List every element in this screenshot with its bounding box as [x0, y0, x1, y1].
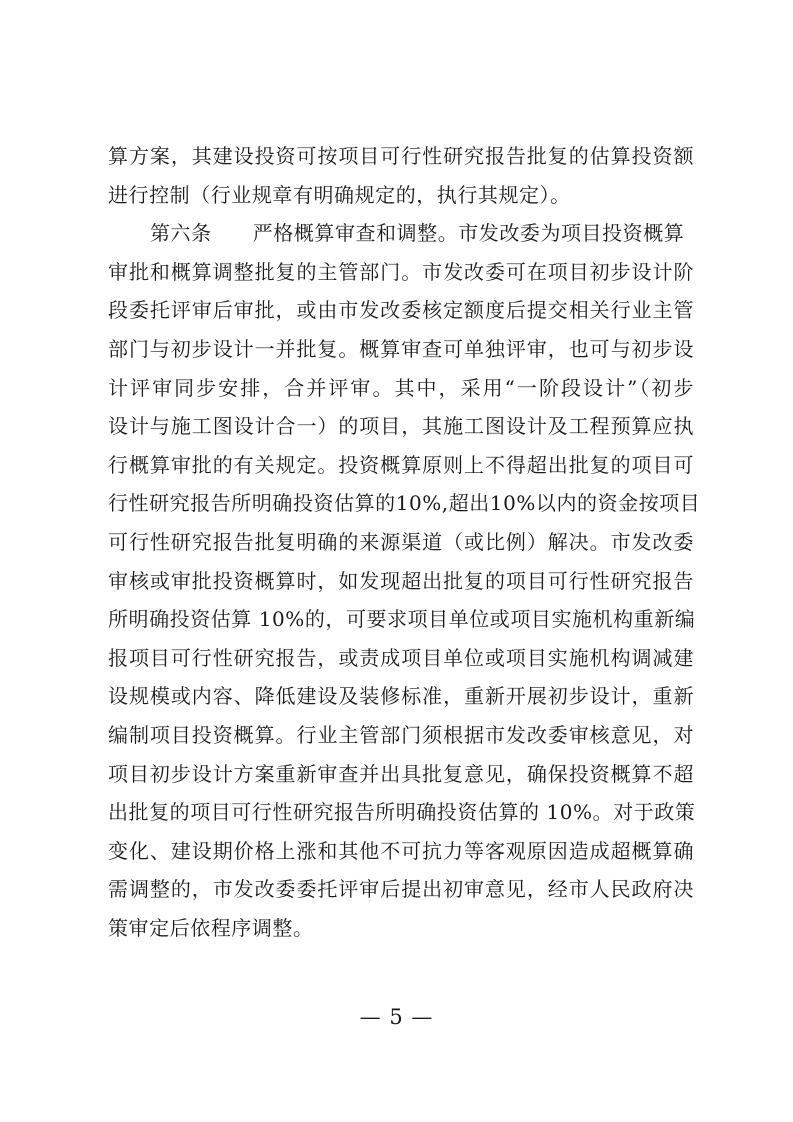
text-line: 变化、建设期价格上涨和其他不可抗力等客观原因造成超概算确	[108, 838, 694, 863]
text-line: 段委托评审后审批，或由市发改委核定额度后提交相关行业主管	[108, 298, 694, 323]
text-line: 行概算审批的有关规定。投资概算原则上不得超出批复的项目可	[108, 452, 694, 477]
text-line: 编制项目投资概算。行业主管部门须根据市发改委审核意见，对	[108, 722, 694, 747]
article-6-heading-line: 第六条 严格概算审查和调整。市发改委为项目投资概算	[150, 221, 685, 246]
text-line: 行性研究报告所明确投资估算的10%,超出10%以内的资金按项目	[108, 491, 701, 516]
text-line: 算方案，其建设投资可按项目可行性研究报告批复的估算投资额	[108, 144, 694, 168]
text-line: 设计与施工图设计合一）的项目，其施工图设计及工程预算应执	[108, 414, 694, 439]
text-line: 策审定后依程序调整。	[108, 915, 314, 940]
text-line: 可行性研究报告批复明确的来源渠道（或比例）解决。市发改委	[108, 529, 694, 554]
text-line: 需调整的，市发改委委托评审后提出初审意见，经市人民政府决	[108, 877, 694, 902]
text-line: 项目初步设计方案重新审查并出具批复意见，确保投资概算不超	[108, 761, 694, 786]
text-line: 审核或审批投资概算时，如发现超出批复的项目可行性研究报告	[108, 568, 694, 593]
text-line: 进行控制（行业规章有明确规定的，执行其规定）。	[108, 182, 571, 207]
text-line: 计评审同步安排，合并评审。其中，采用“一阶段设计”（初步	[108, 375, 694, 400]
text-line: 出批复的项目可行性研究报告所明确投资估算的 10%。对于政策	[108, 800, 696, 825]
text-line: 审批和概算调整批复的主管部门。市发改委可在项目初步设计阶	[108, 259, 694, 284]
page-number: — 5 —	[359, 1005, 434, 1029]
body-text	[108, 137, 701, 947]
text-line: 所明确投资估算 10%的，可要求项目单位或项目实施机构重新编	[108, 607, 696, 632]
text-line: 报项目可行性研究报告，或责成项目单位或项目实施机构调减建	[108, 645, 694, 670]
text-line: 设规模或内容、降低建设及装修标准，重新开展初步设计，重新	[108, 684, 694, 709]
text-line: 部门与初步设计一并批复。概算审查可单独评审，也可与初步设	[108, 336, 694, 361]
